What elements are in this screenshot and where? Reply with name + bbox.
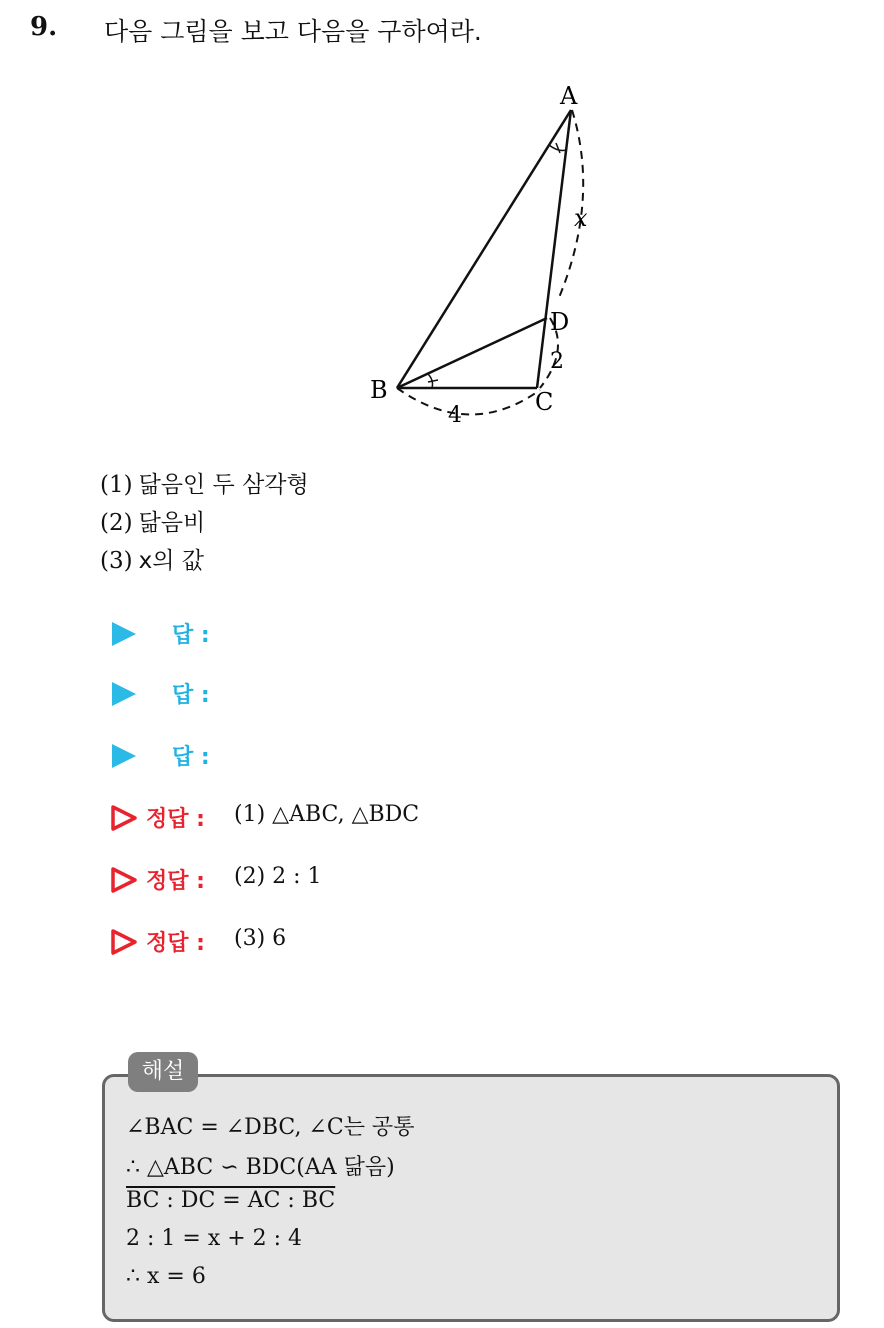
solution-label: 정답 : [146,807,205,832]
answer-label: 답 : [172,745,210,770]
explanation-line-1: ∠BAC = ∠DBC, ∠C는 공통 [126,1115,415,1140]
subquestion-1 [100,466,309,499]
solution-text: (2) 2 : 1 [234,864,322,889]
label-4: 4 [448,403,462,428]
label-a: A [560,82,578,110]
angle-tick-a [556,143,560,153]
explanation-line-5: ∴ x = 6 [126,1264,206,1289]
solution-text: (3) 6 [234,926,287,951]
subquestion-number: (1) [100,472,133,498]
label-d: D [550,308,570,336]
subquestion-2 [100,504,205,537]
subquestion-text: 닮음비 [138,510,206,536]
question-text: 다음 그림을 보고 다음을 구하여라. [104,17,482,46]
label-c: C [535,388,554,416]
answer-arrow-icon [112,682,136,706]
explanation-line-3: BC : DC = AC : BC [126,1188,336,1213]
solution-text: (1) △ABC, △BDC [234,802,420,827]
label-2: 2 [550,349,564,374]
question-number: 9. [30,12,58,42]
arc-bc [397,388,540,415]
solution-arrow-icon [110,866,138,894]
subquestion-3 [100,542,204,575]
answer-arrow-icon [112,622,136,646]
solution-arrow-icon [110,804,138,832]
answer-label: 답 : [172,683,210,708]
subquestion-text: 닮음인 두 삼각형 [138,472,309,498]
explanation-line-2: ∴ △ABC ∽ BDC(AA 닮음) [126,1155,395,1180]
label-x: x [574,204,588,232]
explanation-tab: 해설 [128,1052,198,1092]
subquestion-number: (3) [100,548,133,574]
triangle-figure [360,78,620,428]
explanation-line-4: 2 : 1 = x + 2 : 4 [126,1226,303,1251]
solution-label: 정답 : [146,931,205,956]
subquestion-text: x의 값 [138,548,204,574]
solution-arrow-icon [110,928,138,956]
answer-label: 답 : [172,623,210,648]
label-b: B [370,376,388,404]
answer-arrow-icon [112,744,136,768]
segment-ac [537,110,571,388]
angle-tick-b [428,380,438,382]
subquestion-number: (2) [100,510,133,536]
solution-label: 정답 : [146,869,205,894]
